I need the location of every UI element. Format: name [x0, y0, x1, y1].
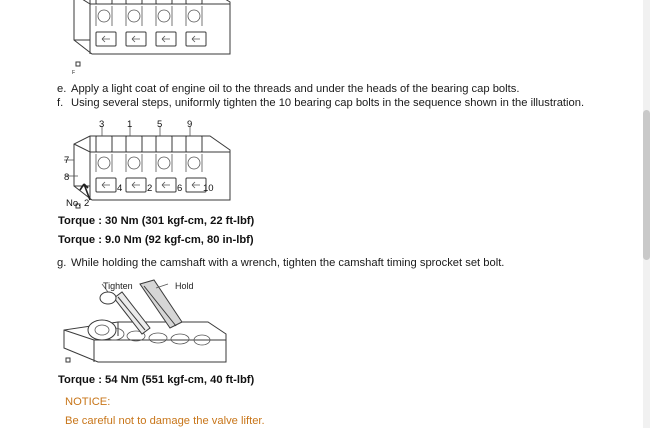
- camshaft-label-hold: Hold: [175, 281, 194, 291]
- notice-body: Be careful not to damage the valve lifter.: [65, 415, 265, 427]
- step-g-text: While holding the camshaft with a wrench, tighten the camshaft timing sprocket set bolt.: [71, 257, 505, 269]
- step-e: [57, 82, 519, 96]
- scrollbar-thumb[interactable]: [643, 110, 650, 260]
- figure-cylinder-head-top: [60, 0, 240, 82]
- seq-bottom-number-4: 4: [117, 183, 123, 194]
- seq-left-number-8: 8: [64, 172, 70, 183]
- vertical-scrollbar[interactable]: [643, 0, 650, 428]
- seq-top-number-9: 9: [187, 119, 193, 130]
- seq-no-label: No.: [66, 198, 81, 209]
- torque-spec-3: Torque : 54 Nm (551 kgf-cm, 40 ft-lbf): [58, 374, 255, 386]
- figure-bolt-sequence: [60, 118, 260, 210]
- notice-heading: NOTICE:: [65, 396, 111, 408]
- seq-left-number-7: 7: [64, 155, 70, 166]
- seq-top-number-5: 5: [157, 119, 163, 130]
- step-e-text: Apply a light coat of engine oil to the threads and under the heads of the bearing cap bolts.: [71, 83, 520, 95]
- step-g-letter: g.: [57, 257, 67, 269]
- figure-camshaft-wrench: [58, 278, 258, 370]
- step-f-letter: f.: [57, 97, 64, 109]
- seq-bottom-number-6: 6: [177, 183, 183, 194]
- svg-text:F: F: [72, 70, 76, 76]
- torque-spec-2: Torque : 9.0 Nm (92 kgf-cm, 80 in-lbf): [58, 234, 254, 246]
- step-e-letter: e.: [57, 83, 67, 95]
- seq-bottom-number-2: 2: [147, 183, 153, 194]
- step-f: [57, 96, 584, 110]
- torque-spec-1: Torque : 30 Nm (301 kgf-cm, 22 ft-lbf): [58, 215, 255, 227]
- seq-bottom-number-10: 10: [203, 183, 214, 194]
- seq-top-number-1: 1: [127, 119, 133, 130]
- seq-top-number-3: 3: [99, 119, 105, 130]
- camshaft-label-tighten: Tighten: [103, 281, 133, 291]
- seq-no-value: 2: [84, 198, 90, 209]
- step-f-text: Using several steps, uniformly tighten the 10 bearing cap bolts in the sequence shown in the illustration.: [71, 97, 585, 109]
- step-g: [57, 256, 504, 270]
